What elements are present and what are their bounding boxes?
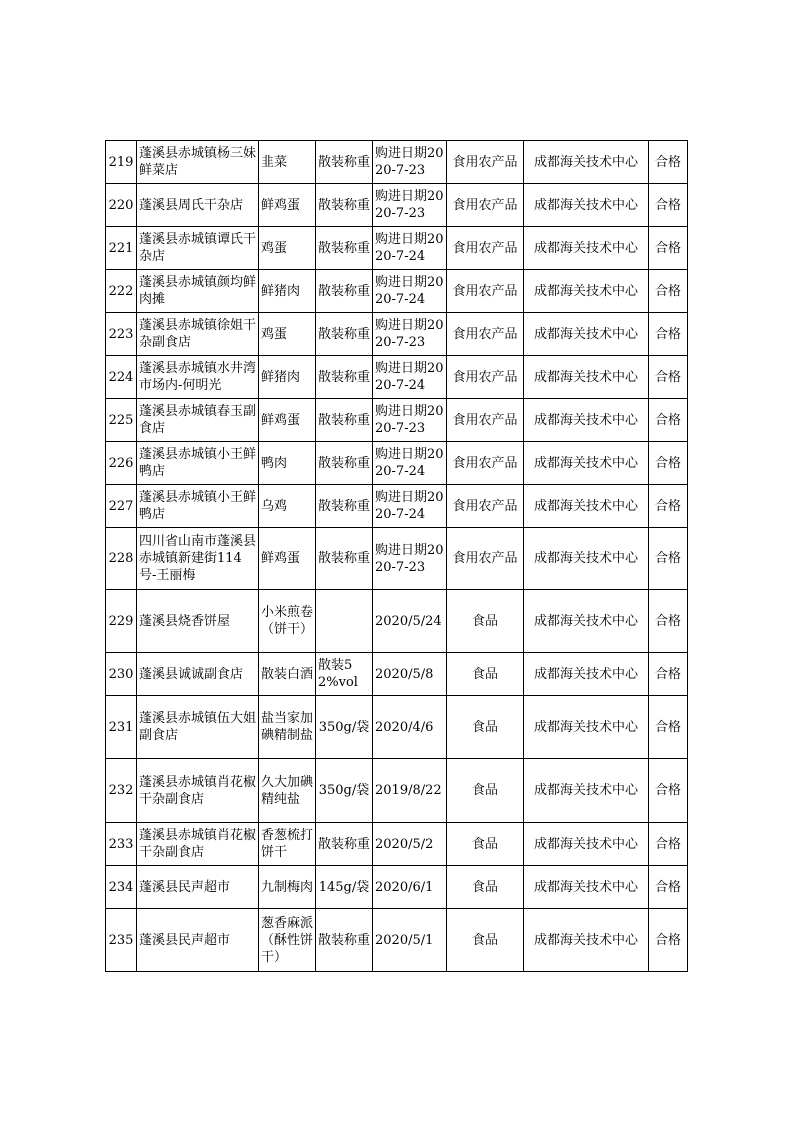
testing-agency: 成都海关技术中心 — [524, 184, 649, 227]
table-row — [106, 227, 688, 270]
row-number: 227 — [106, 485, 137, 528]
row-number: 226 — [106, 442, 137, 485]
product-spec: 散装称重 — [316, 528, 373, 590]
product-spec: 350g/袋 — [316, 759, 373, 823]
product-name: 香葱梳打饼干 — [259, 823, 316, 866]
row-number: 235 — [106, 909, 137, 972]
testing-agency: 成都海关技术中心 — [524, 653, 649, 696]
table-row — [106, 528, 688, 590]
row-number: 232 — [106, 759, 137, 823]
product-spec: 散装称重 — [316, 485, 373, 528]
food-category: 食用农产品 — [447, 399, 524, 442]
row-number: 230 — [106, 653, 137, 696]
table-row — [106, 590, 688, 653]
product-name: 小米煎卷（饼干） — [259, 590, 316, 653]
business-name: 蓬溪县赤城镇谭氏干杂店 — [137, 227, 259, 270]
product-spec: 散装称重 — [316, 356, 373, 399]
table-row — [106, 270, 688, 313]
testing-agency: 成都海关技术中心 — [524, 590, 649, 653]
production-date: 2020/5/1 — [373, 909, 447, 972]
testing-agency: 成都海关技术中心 — [524, 141, 649, 184]
food-category: 食品 — [447, 909, 524, 972]
test-result: 合格 — [649, 759, 688, 823]
product-spec: 散装称重 — [316, 909, 373, 972]
test-result: 合格 — [649, 528, 688, 590]
table-row — [106, 823, 688, 866]
food-category: 食品 — [447, 653, 524, 696]
testing-agency: 成都海关技术中心 — [524, 270, 649, 313]
business-name: 蓬溪县赤城镇小王鲜鸭店 — [137, 485, 259, 528]
production-date: 购进日期2020-7-24 — [373, 227, 447, 270]
table-row — [106, 759, 688, 823]
test-result: 合格 — [649, 866, 688, 909]
production-date: 购进日期2020-7-23 — [373, 528, 447, 590]
inspection-results-table — [105, 140, 688, 972]
test-result: 合格 — [649, 227, 688, 270]
product-spec: 350g/袋 — [316, 696, 373, 759]
row-number: 221 — [106, 227, 137, 270]
food-category: 食品 — [447, 759, 524, 823]
product-name: 鸭肉 — [259, 442, 316, 485]
table-row — [106, 485, 688, 528]
product-spec: 145g/袋 — [316, 866, 373, 909]
business-name: 蓬溪县赤城镇春玉副食店 — [137, 399, 259, 442]
food-category: 食用农产品 — [447, 528, 524, 590]
food-category: 食品 — [447, 823, 524, 866]
business-name: 蓬溪县赤城镇水井湾市场内-何明光 — [137, 356, 259, 399]
product-spec: 散装称重 — [316, 399, 373, 442]
business-name: 蓬溪县赤城镇肖花椒干杂副食店 — [137, 759, 259, 823]
product-name: 盐当家加碘精制盐 — [259, 696, 316, 759]
business-name: 蓬溪县赤城镇肖花椒干杂副食店 — [137, 823, 259, 866]
table-row — [106, 313, 688, 356]
product-name: 乌鸡 — [259, 485, 316, 528]
product-spec: 散装52%vol — [316, 653, 373, 696]
row-number: 233 — [106, 823, 137, 866]
business-name: 蓬溪县赤城镇伍大姐副食店 — [137, 696, 259, 759]
table-row — [106, 696, 688, 759]
table-row — [106, 184, 688, 227]
business-name: 蓬溪县赤城镇徐姐干杂副食店 — [137, 313, 259, 356]
product-name: 鲜猪肉 — [259, 270, 316, 313]
business-name: 蓬溪县民声超市 — [137, 909, 259, 972]
production-date: 2020/4/6 — [373, 696, 447, 759]
product-spec: 散装称重 — [316, 442, 373, 485]
row-number: 220 — [106, 184, 137, 227]
row-number: 222 — [106, 270, 137, 313]
production-date: 2020/5/24 — [373, 590, 447, 653]
test-result: 合格 — [649, 399, 688, 442]
production-date: 购进日期2020-7-23 — [373, 313, 447, 356]
test-result: 合格 — [649, 696, 688, 759]
table-row — [106, 442, 688, 485]
testing-agency: 成都海关技术中心 — [524, 399, 649, 442]
production-date: 2019/8/22 — [373, 759, 447, 823]
food-category: 食品 — [447, 866, 524, 909]
testing-agency: 成都海关技术中心 — [524, 442, 649, 485]
food-category: 食用农产品 — [447, 442, 524, 485]
testing-agency: 成都海关技术中心 — [524, 485, 649, 528]
row-number: 234 — [106, 866, 137, 909]
test-result: 合格 — [649, 653, 688, 696]
test-result: 合格 — [649, 356, 688, 399]
table-row — [106, 866, 688, 909]
testing-agency: 成都海关技术中心 — [524, 227, 649, 270]
product-name: 久大加碘精纯盐 — [259, 759, 316, 823]
food-category: 食用农产品 — [447, 270, 524, 313]
product-spec: 散装称重 — [316, 184, 373, 227]
production-date: 购进日期2020-7-24 — [373, 442, 447, 485]
business-name: 四川省山南市蓬溪县赤城镇新建街114号-王丽梅 — [137, 528, 259, 590]
food-category: 食品 — [447, 696, 524, 759]
test-result: 合格 — [649, 313, 688, 356]
production-date: 购进日期2020-7-23 — [373, 399, 447, 442]
food-category: 食用农产品 — [447, 313, 524, 356]
testing-agency: 成都海关技术中心 — [524, 356, 649, 399]
production-date: 2020/5/2 — [373, 823, 447, 866]
product-spec: 散装称重 — [316, 227, 373, 270]
business-name: 蓬溪县民声超市 — [137, 866, 259, 909]
food-category: 食用农产品 — [447, 356, 524, 399]
production-date: 购进日期2020-7-24 — [373, 485, 447, 528]
product-name: 鸡蛋 — [259, 227, 316, 270]
production-date: 购进日期2020-7-23 — [373, 184, 447, 227]
business-name: 蓬溪县赤城镇杨三妹鲜菜店 — [137, 141, 259, 184]
test-result: 合格 — [649, 823, 688, 866]
food-category: 食用农产品 — [447, 141, 524, 184]
food-category: 食用农产品 — [447, 227, 524, 270]
product-spec — [316, 590, 373, 653]
product-spec: 散装称重 — [316, 270, 373, 313]
testing-agency: 成都海关技术中心 — [524, 696, 649, 759]
product-name: 九制梅肉 — [259, 866, 316, 909]
testing-agency: 成都海关技术中心 — [524, 866, 649, 909]
test-result: 合格 — [649, 909, 688, 972]
business-name: 蓬溪县诚诚副食店 — [137, 653, 259, 696]
row-number: 224 — [106, 356, 137, 399]
test-result: 合格 — [649, 590, 688, 653]
row-number: 225 — [106, 399, 137, 442]
testing-agency: 成都海关技术中心 — [524, 759, 649, 823]
testing-agency: 成都海关技术中心 — [524, 909, 649, 972]
product-spec: 散装称重 — [316, 313, 373, 356]
testing-agency: 成都海关技术中心 — [524, 823, 649, 866]
table-row — [106, 141, 688, 184]
row-number: 223 — [106, 313, 137, 356]
table-row — [106, 909, 688, 972]
test-result: 合格 — [649, 141, 688, 184]
food-category: 食用农产品 — [447, 184, 524, 227]
test-result: 合格 — [649, 442, 688, 485]
row-number: 229 — [106, 590, 137, 653]
product-spec: 散装称重 — [316, 823, 373, 866]
product-name: 鲜鸡蛋 — [259, 184, 316, 227]
food-category: 食品 — [447, 590, 524, 653]
product-name: 鲜鸡蛋 — [259, 528, 316, 590]
business-name: 蓬溪县赤城镇颜均鲜肉摊 — [137, 270, 259, 313]
production-date: 购进日期2020-7-23 — [373, 141, 447, 184]
testing-agency: 成都海关技术中心 — [524, 528, 649, 590]
table-row — [106, 356, 688, 399]
row-number: 219 — [106, 141, 137, 184]
production-date: 2020/6/1 — [373, 866, 447, 909]
product-spec: 散装称重 — [316, 141, 373, 184]
food-category: 食用农产品 — [447, 485, 524, 528]
production-date: 购进日期2020-7-24 — [373, 270, 447, 313]
test-result: 合格 — [649, 485, 688, 528]
product-name: 鸡蛋 — [259, 313, 316, 356]
product-name: 葱香麻派（酥性饼干） — [259, 909, 316, 972]
business-name: 蓬溪县周氏干杂店 — [137, 184, 259, 227]
row-number: 231 — [106, 696, 137, 759]
business-name: 蓬溪县赤城镇小王鲜鸭店 — [137, 442, 259, 485]
testing-agency: 成都海关技术中心 — [524, 313, 649, 356]
product-name: 韭菜 — [259, 141, 316, 184]
production-date: 购进日期2020-7-24 — [373, 356, 447, 399]
production-date: 2020/5/8 — [373, 653, 447, 696]
row-number: 228 — [106, 528, 137, 590]
table-row — [106, 653, 688, 696]
table-row — [106, 399, 688, 442]
product-name: 鲜猪肉 — [259, 356, 316, 399]
product-name: 散装白酒 — [259, 653, 316, 696]
test-result: 合格 — [649, 184, 688, 227]
product-name: 鲜鸡蛋 — [259, 399, 316, 442]
business-name: 蓬溪县烧香饼屋 — [137, 590, 259, 653]
test-result: 合格 — [649, 270, 688, 313]
